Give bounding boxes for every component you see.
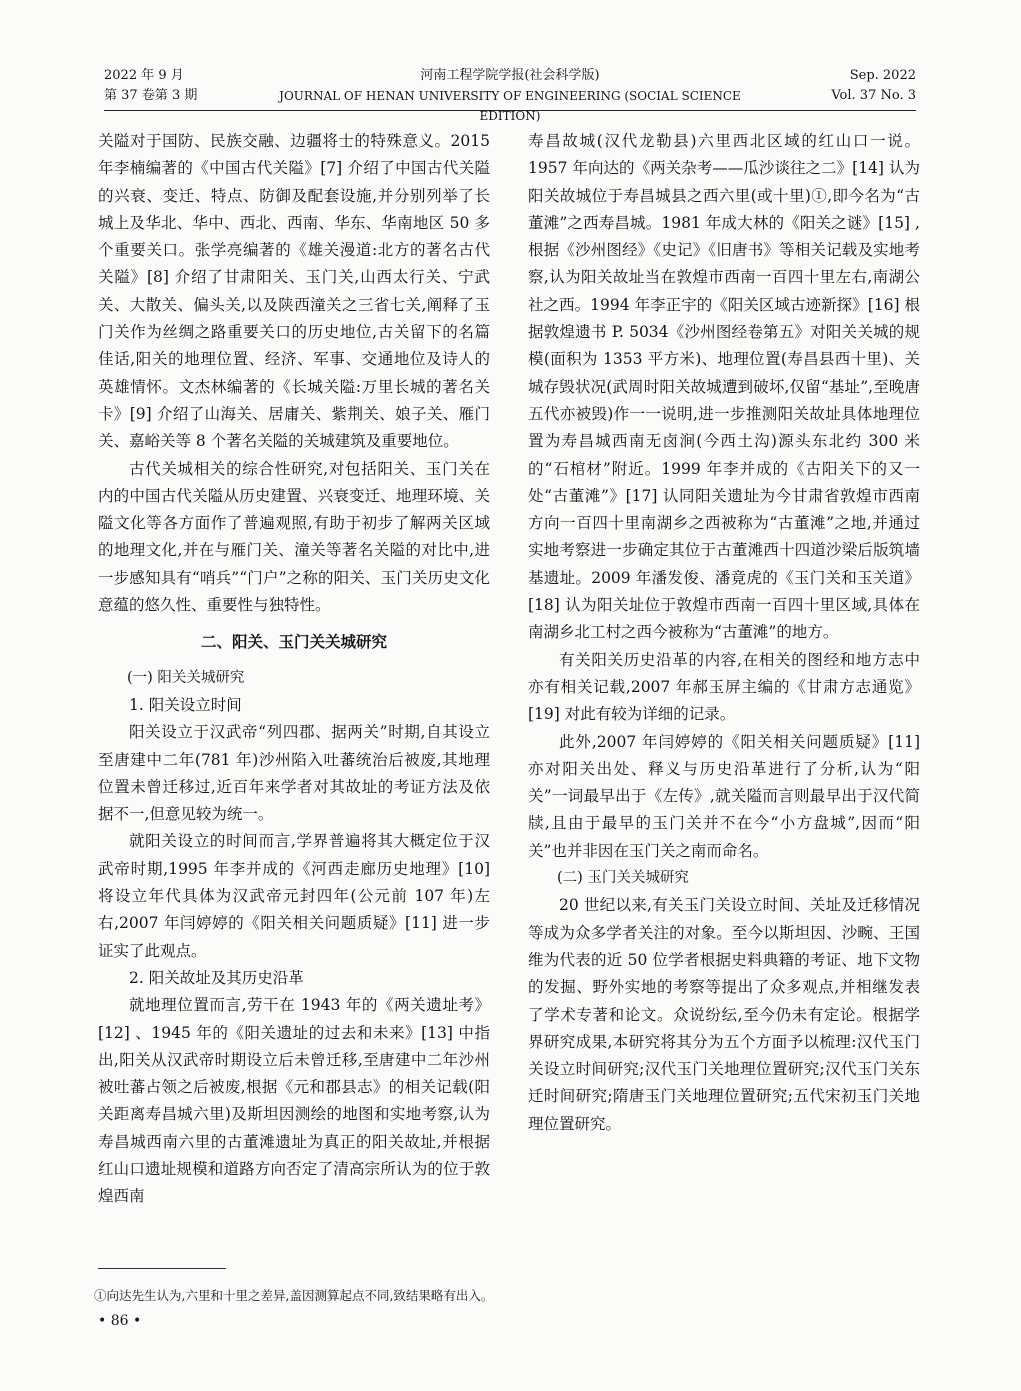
section-heading: 二、阳关、玉门关关城研究 xyxy=(200,632,387,652)
header-left xyxy=(104,66,197,106)
paragraph: 古代关城相关的综合性研究,对包括阳关、玉门关在内的中国古代关隘从历史建置、兴衰变迁、地理环境、关隘文化等各方面作了普遍观照,有助于初步了解两关区域的地理文化,并在与雁门关、潼关等著名关隘的对比中,进一步感知具有“哨兵”“门户”之称的阳关、玉门关历史文化意蕴的悠久性、重要性与独特性。 xyxy=(98,459,490,615)
journal-title-cn: 河南工程学院学报(社会科学版) xyxy=(420,68,600,83)
header-center xyxy=(254,66,766,126)
paragraph: 关隘对于国防、民族交融、边疆将士的特殊意义。2015 年李楠编著的《中国古代关隘》[7] 介绍了中国古代关隘的兴衰、变迁、特点、防御及配套设施,并分别列举了长城上及华北、华中、西北、西南、华东、华南地区 50 多个重要关口。张学亮编著的《雄关漫道:北方的著名古代关隘》[8] 介绍了甘肃阳关、玉门关,山西太行关、宁武关、大散关、偏头关,以及陕西潼关之三省七关,阐释了玉门关作为丝绸之路重要关口的历史地位,古关留下的名篇佳话,阳关的地理位置、经济、军事、交通地位及诗人的英雄情怀。文杰林编著的《长城关隘:万里长城的著名关卡》[9] 介绍了山海关、居庸关、紫荆关、娘子关、雁门关、嘉峪关等 8 个著名关隘的关城建筑及重要地位。 xyxy=(98,132,490,451)
right-column xyxy=(528,128,920,1138)
volume-issue-en: Vol. 37 No. 3 xyxy=(831,88,916,103)
issue-date: 2022 年 9 月 xyxy=(104,68,184,83)
item-heading: 1. 阳关设立时间 xyxy=(129,695,242,714)
issue-date-en: Sep. 2022 xyxy=(849,68,916,83)
header-rule xyxy=(104,110,916,111)
footnote-rule xyxy=(98,1268,226,1269)
journal-title-en: JOURNAL OF HENAN UNIVERSITY OF ENGINEERING (SOCIAL SCIENCE EDITION) xyxy=(279,89,741,123)
paragraph: 有关阳关历史沿革的内容,在相关的图经和地方志中亦有相关记载,2007 年郝玉屏主编的《甘肃方志通览》[19] 对此有较为详细的记录。 xyxy=(528,650,920,724)
running-header xyxy=(104,66,916,123)
page-number: • 86 • xyxy=(98,1313,142,1329)
paragraph: 阳关设立于汉武帝“列四郡、据两关”时期,自其设立至唐建中二年(781 年)沙州陷入吐蕃统治后被废,其地理位置未曾迁移过,近百年来学者对其故址的考证方法及依据不一,但意见较为统一。 xyxy=(98,723,490,824)
paragraph: 就阳关设立的时间而言,学界普遍将其大概定位于汉武帝时期,1995 年李并成的《河西走廊历史地理》[10] 将设立年代具体为汉武帝元封四年(公元前 107 年)左右,2007 年闫婷婷的《阳关相关问题质疑》[11] 进一步证实了此观点。 xyxy=(98,832,490,960)
paragraph: 20 世纪以来,有关玉门关设立时间、关址及迁移情况等成为众多学者关注的对象。至今以斯坦因、沙畹、王国维为代表的近 50 位学者根据史料典籍的考证、地下文物的发掘、野外实地的考察等提出了众多观点,并相继发表了学术专著和论文。众说纷纭,至今仍未有定论。根据学界研究成果,本研究将其分为五个方面予以梳理:汉代玉门关设立时间研究;汉代玉门关地理位置研究;汉代玉门关东迁时间研究;隋唐玉门关地理位置研究;五代宋初玉门关地理位置研究。 xyxy=(528,896,920,1133)
left-column xyxy=(98,128,490,1211)
volume-issue: 第 37 卷第 3 期 xyxy=(104,88,198,103)
paragraph: 就地理位置而言,劳干在 1943 年的《两关遗址考》[12] 、1945 年的《阳关遗址的过去和未来》[13] 中指出,阳关从汉武帝时期设立后未曾迁移,至唐建中二年沙州被吐蕃占领之后被废,根据《元和郡县志》的相关记载(阳关距离寿昌城六里)及斯坦因测绘的地图和实地考察,认为寿昌城西南六里的古董滩遗址为真正的阳关故址,并根据红山口遗址规模和道路方向否定了清高宗所认为的位于敦煌西南 xyxy=(98,996,490,1206)
subsection-heading: (一) 阳关关城研究 xyxy=(127,669,245,686)
paragraph: 此外,2007 年闫婷婷的《阳关相关问题质疑》[11] 亦对阳关出处、释义与历史沿革进行了分析,认为“阳关”一词最早出于《左传》,就关隘而言则最早出于汉代简牍,且由于最早的玉门关并不在今“小方盘城”,因而“阳关”也并非因在玉门关之南而命名。 xyxy=(528,732,920,860)
header-right xyxy=(831,66,916,106)
subsection-heading: (二) 玉门关关城研究 xyxy=(557,870,689,887)
footnote: ①向达先生认为,六里和十里之差异,盖因测算起点不同,致结果略有出入。 xyxy=(94,1288,494,1303)
paragraph: 寿昌故城(汉代龙勒县)六里西北区域的红山口一说。1957 年向达的《两关杂考——瓜沙谈往之二》[14] 认为阳关故城位于寿昌城县之西六里(或十里)①,即今名为“古董滩”之西寿昌城。1981 年成大林的《阳关之谜》[15] ,根据《沙州图经》《史记》《旧唐书》等相关记载及实地考察,认为阳关故址当在敦煌市西南一百四十里左右,南湖公社之西。1994 年李正宇的《阳关区域古迹新探》[16] 根据敦煌遗书 P. 5034《沙州图经卷第五》对阳关关城的规模(面积为 1353 平方米)、地理位置(寿昌县西十里)、关城存毁状况(武周时阳关故城遭到破坏,仅留“基址”,至晚唐五代亦被毁)作一一说明,进一步推测阳关故址具体地理位置为寿昌城西南无卤涧(今西土沟)源头东北约 300 米的“石棺材”附近。1999 年李并成的《古阳关下的又一处“古董滩”》[17] 认同阳关遗址为今甘肃省敦煌市西南方向一百四十里南湖乡之西被称为“古董滩”之地,并通过实地考察进一步确定其位于古董滩西十四道沙梁后版筑墙基遗址。2009 年潘发俊、潘竟虎的《玉门关和玉关道》[18] 认为阳关址位于敦煌市西南一百四十里区域,具体在南湖乡北工村之西今被称为“古董滩”的地方。 xyxy=(528,132,920,642)
item-heading: 2. 阳关故址及其历史沿革 xyxy=(129,968,304,987)
